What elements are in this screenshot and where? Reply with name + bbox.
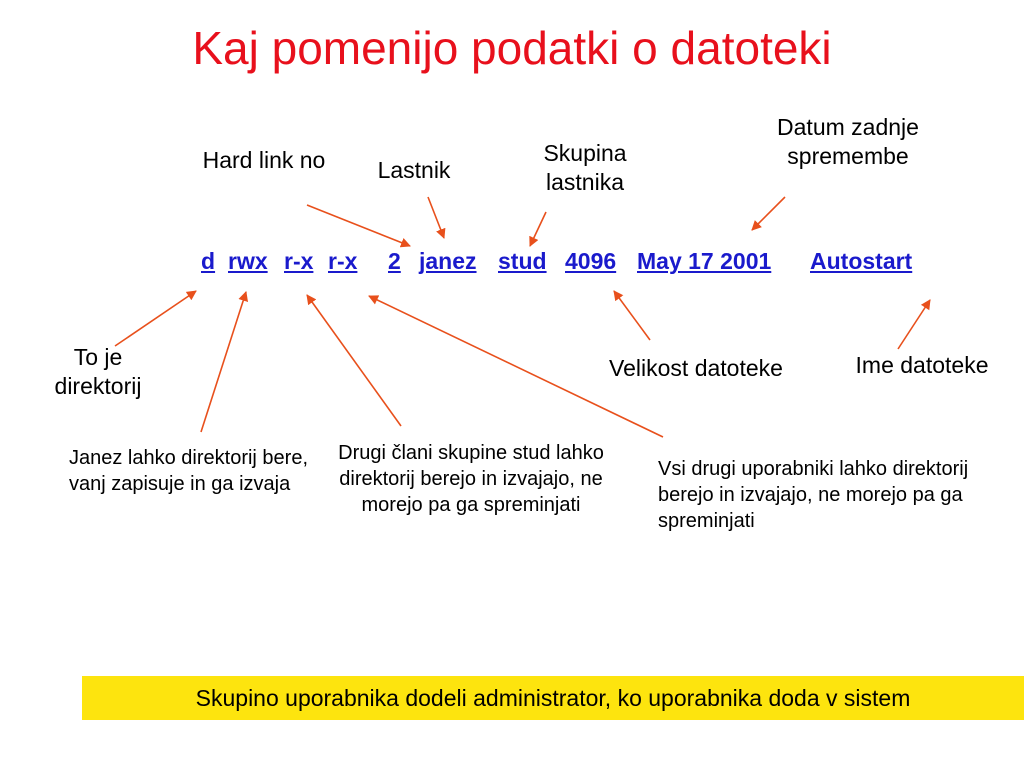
listing-owner: janez [419, 248, 477, 274]
listing-links: 2 [388, 248, 401, 274]
footer-note: Skupino uporabnika dodeli administrator, ko uporabnika doda v sistem [82, 676, 1024, 720]
label-hard-link: Hard link no [202, 147, 326, 173]
label-group: Skupina lastnika [543, 140, 627, 195]
listing-name: Autostart [810, 248, 913, 274]
slide-title: Kaj pomenijo podatki o datoteki [192, 22, 832, 74]
arrow-owner-perms [201, 292, 246, 432]
arrow-hard-link [307, 205, 410, 246]
listing-date: May 17 2001 [637, 248, 772, 274]
label-owner: Lastnik [377, 157, 451, 183]
label-group-perms: Drugi člani skupine stud lahko direktorij berejo in izvajajo, ne morejo pa ga spreminjati [338, 442, 604, 516]
label-date: Datum zadnje spremembe [777, 114, 919, 169]
arrow-name [898, 300, 930, 349]
arrow-group [530, 212, 546, 246]
arrow-size [614, 291, 650, 340]
label-owner-perms: Janez lahko direktorij bere, vanj zapisuje in ga izvaja [69, 447, 309, 495]
arrow-group-perms [307, 295, 401, 426]
arrow-other-perms [369, 296, 663, 437]
label-size: Velikost datoteke [609, 355, 783, 381]
arrow-owner [428, 197, 444, 238]
listing-type: d [201, 248, 216, 274]
listing-other-perms: r-x [328, 248, 358, 274]
label-name: Ime datoteke [855, 352, 989, 378]
arrow-directory [115, 291, 196, 346]
listing-group: stud [498, 248, 547, 274]
listing-size: 4096 [565, 248, 617, 274]
label-other-perms: Vsi drugi uporabniki lahko direktorij berejo in izvajajo, ne morejo pa ga spreminjati [658, 458, 969, 532]
label-directory: To je direktorij [54, 344, 142, 399]
listing-owner-perms: rwx [228, 248, 268, 274]
arrow-date [752, 197, 785, 230]
listing-group-perms: r-x [284, 248, 314, 274]
